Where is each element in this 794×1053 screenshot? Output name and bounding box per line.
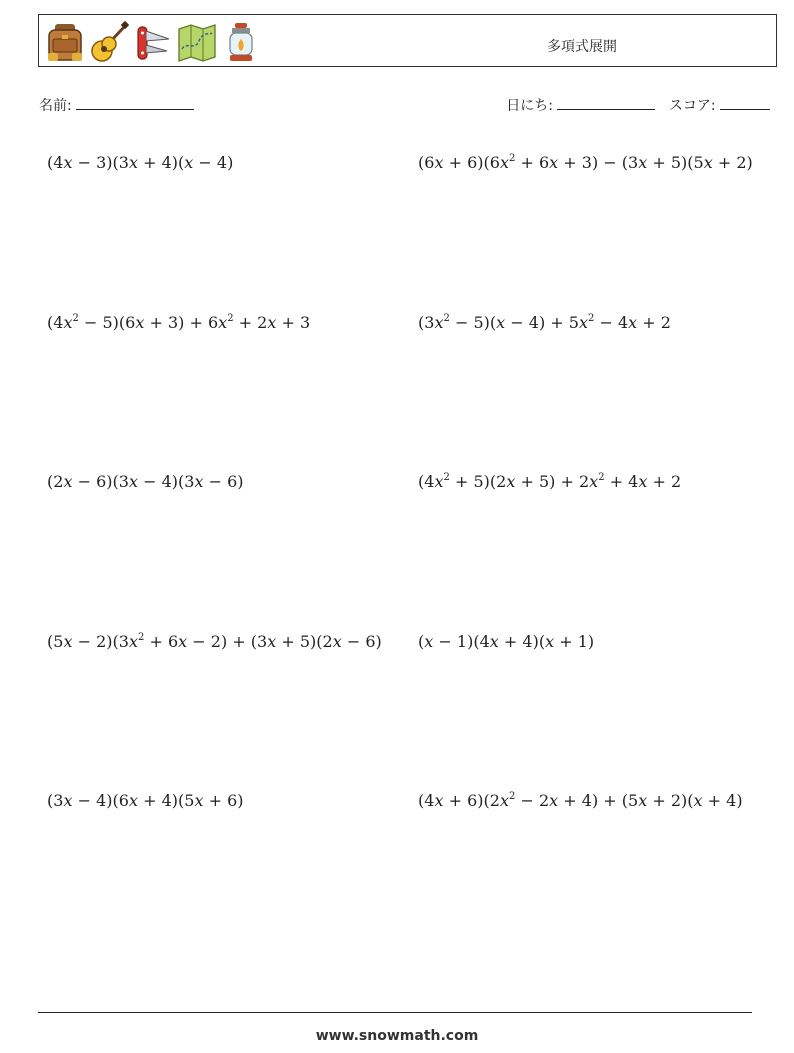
problem: $(4x^2 - 5)(6x + 3) + 6x^2 + 2x + 3$ <box>47 313 311 332</box>
problem: $(6x + 6)(6x^2 + 6x + 3) - (3x + 5)(5x + 2)$ <box>418 153 753 172</box>
problem: (2x − 6)(3x − 4)(3x − 6) <box>47 472 244 491</box>
name-label: 名前: <box>39 98 72 114</box>
footer-divider <box>38 1012 752 1013</box>
pocket-knife-icon <box>133 21 173 63</box>
score-blank[interactable] <box>720 97 770 110</box>
problem: $(3x^2 - 5)(x - 4) + 5x^2 - 4x + 2$ <box>418 313 671 332</box>
date-blank[interactable] <box>557 97 655 110</box>
name-field <box>39 95 194 115</box>
worksheet-header <box>38 14 777 67</box>
footer-site: www.snowmath.com <box>315 1028 479 1044</box>
problem: $(5x - 2)(3x^2 + 6x - 2) + (3x + 5)(2x - 6)$ <box>47 632 382 651</box>
name-blank[interactable] <box>76 97 194 110</box>
map-icon <box>177 21 217 63</box>
problem: $(4x^2 + 5)(2x + 5) + 2x^2 + 4x + 2$ <box>418 472 682 491</box>
date-score-fields <box>506 95 770 115</box>
problem: (x − 1)(4x + 4)(x + 1) <box>418 632 595 651</box>
guitar-icon <box>89 21 129 63</box>
header-icons <box>45 21 261 63</box>
backpack-icon <box>45 21 85 63</box>
lantern-icon <box>221 21 261 63</box>
problem: (3x − 4)(6x + 4)(5x + 6) <box>47 791 244 810</box>
problem: $(4x + 6)(2x^2 - 2x + 4) + (5x + 2)(x + 4)$ <box>418 791 743 810</box>
score-label: スコア: <box>668 98 716 114</box>
problem: (4x − 3)(3x + 4)(x − 4) <box>47 153 234 172</box>
date-label: 日にち: <box>506 98 554 114</box>
worksheet-title: 多項式展開 <box>547 39 617 55</box>
